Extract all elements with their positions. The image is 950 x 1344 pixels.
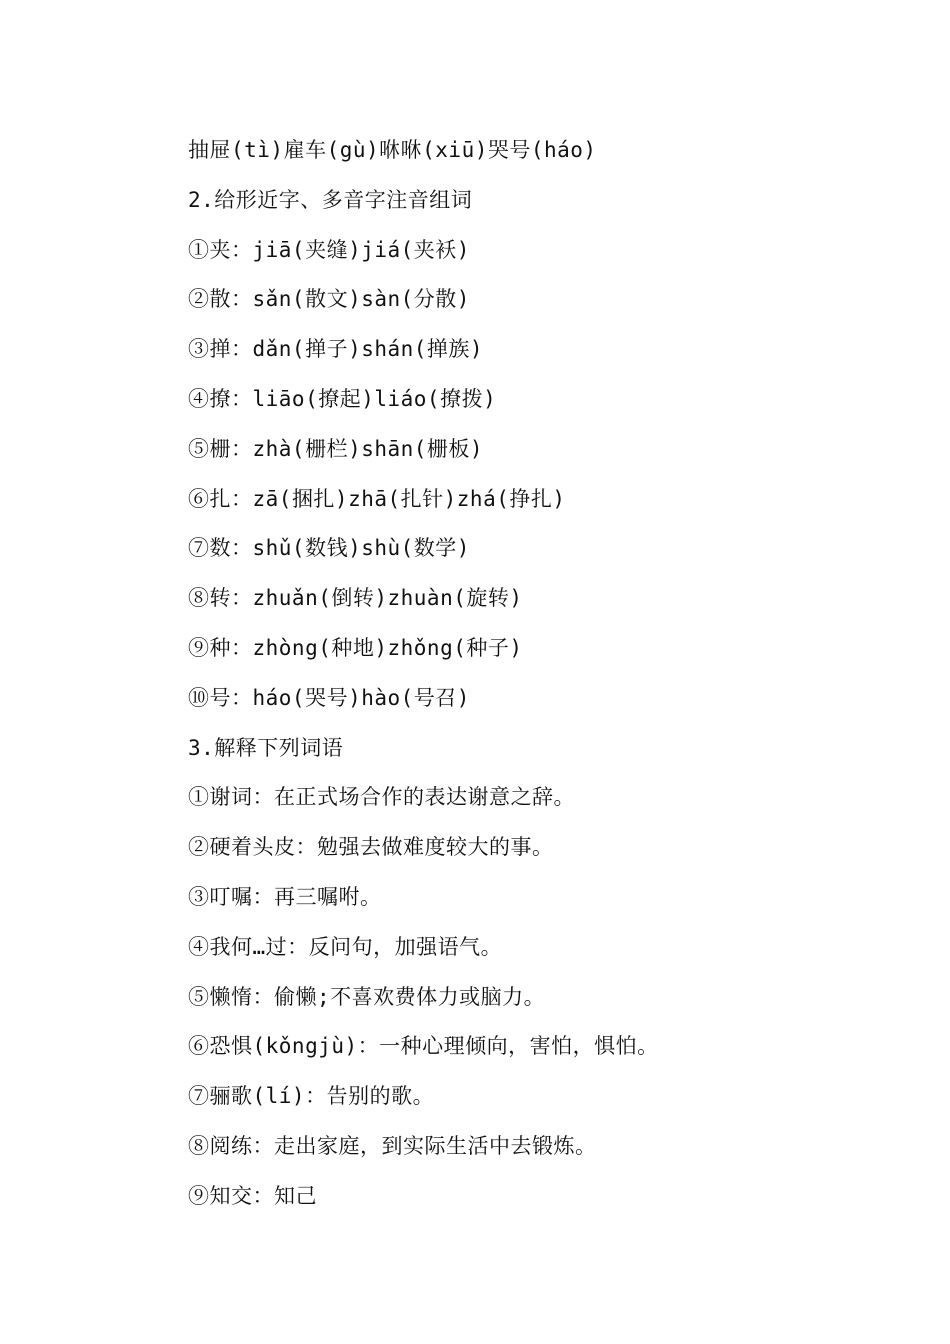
definition-item-kongju: ⑥恐惧(kǒngjù)：一种心理倾向，害怕，惧怕。 (188, 1034, 659, 1059)
definition-item-lige: ⑦骊歌(lí)：告别的歌。 (188, 1084, 435, 1109)
list-item-zha-shan: ⑤栅：zhà(栅栏)shān(栅板) (188, 436, 484, 461)
list-item-jia: ①夹：jiā(夹缝)jiá(夹袄) (188, 237, 470, 262)
definition-item-yuelian: ⑧阅练：走出家庭，到实际生活中去锻炼。 (188, 1133, 597, 1158)
definition-item-xieci: ①谢词：在正式场合作的表达谢意之辞。 (188, 785, 575, 810)
list-item-liao: ④撩：liāo(撩起)liáo(撩拨) (188, 386, 497, 411)
definition-item-landuo: ⑤懒惰：偷懒;不喜欢费体力或脑力。 (188, 984, 546, 1009)
vocab-pinyin-line: 抽屉(tì)雇车(gù)咻咻(xiū)哭号(háo) (188, 138, 597, 162)
list-item-hao: ⑩号：háo(哭号)hào(号召) (188, 685, 470, 710)
definition-item-wohe: ④我何…过：反问句，加强语气。 (188, 934, 503, 959)
list-item-zhuan: ⑧转：zhuǎn(倒转)zhuàn(旋转) (188, 586, 523, 611)
list-item-san: ②散：sǎn(散文)sàn(分散) (188, 287, 470, 312)
list-item-dan: ③掸：dǎn(掸子)shán(掸族) (188, 337, 484, 362)
section-heading-3: 3.解释下列词语 (188, 735, 344, 760)
definition-item-dingzhu: ③叮嘱：再三嘱咐。 (188, 884, 382, 909)
definition-item-yingzhetoupi: ②硬着头皮：勉强去做难度较大的事。 (188, 835, 554, 860)
list-item-zhong: ⑨种：zhòng(种地)zhǒng(种子) (188, 635, 523, 660)
definition-item-zhijiao: ⑨知交：知己 (188, 1183, 317, 1208)
list-item-shu: ⑦数：shǔ(数钱)shù(数学) (188, 536, 470, 561)
document-body (188, 132, 908, 1228)
list-item-za: ⑥扎：zā(捆扎)zhā(扎针)zhá(挣扎) (188, 486, 566, 511)
section-heading-2: 2.给形近字、多音字注音组词 (188, 187, 473, 212)
